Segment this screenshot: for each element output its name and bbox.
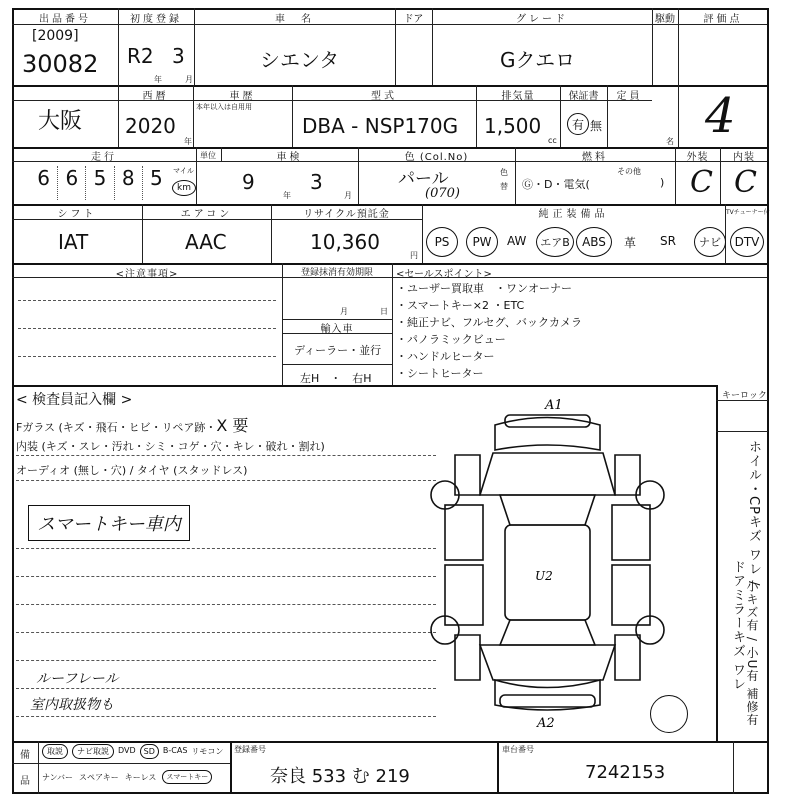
sales-point: ・スマートキー×2 ・ETC: [396, 299, 525, 312]
warranty-yes: 有: [567, 113, 589, 135]
recycle-fee: 10,360: [310, 230, 380, 254]
mileage-digit: 6: [30, 166, 58, 200]
recycle-label: リサイクル預託金: [303, 209, 390, 220]
item-sd: SD: [140, 744, 159, 759]
mileage-digit: 6: [58, 166, 86, 200]
year-label: 西暦: [142, 91, 169, 102]
equip-airbag: エアB: [536, 227, 574, 257]
equip-sr: SR: [660, 234, 676, 248]
item-navi-manual: ナビ取説: [72, 744, 114, 759]
sales-point: ・ユーザー買取車 ・ワンオーナー: [396, 282, 572, 295]
cc-unit: cc: [548, 136, 557, 145]
car-name: シエンタ: [260, 48, 340, 72]
item-bcas: B-CAS: [162, 746, 188, 755]
type-label: 型式: [371, 91, 397, 102]
color-name: パール: [398, 169, 449, 189]
reg-year-unit: 年: [154, 75, 162, 84]
displacement: 1,500: [484, 114, 542, 138]
sales-points-list: [396, 280, 582, 382]
reg-validity-label: 登録抹消有効期限: [300, 268, 373, 278]
inspector-line3: オーディオ (無し・穴) / タイヤ (スタッドレス): [16, 464, 248, 477]
side-note-2: ドアミラーキズ ワレ: [730, 560, 745, 692]
capacity-unit: 名: [666, 137, 674, 146]
item-smart-key: スマートキー: [162, 770, 212, 784]
diagram-front-mark: A1: [545, 398, 563, 413]
yen-unit: 円: [410, 251, 418, 260]
reg-label: 初度登録: [130, 14, 182, 25]
fuel-options: Ⓖ・D・電気(: [522, 178, 590, 191]
equip-navi: ナビ: [694, 227, 726, 257]
history-label: 車歴: [229, 91, 256, 102]
reg-validity-day: 日: [380, 307, 388, 316]
item-plate: ナンバー: [42, 773, 74, 782]
model-code: DBA - NSP170G: [302, 114, 459, 138]
import-dealer: ディーラー・並行: [294, 344, 382, 357]
reg-month-unit: 月: [185, 75, 193, 84]
items-row-1: [42, 744, 223, 759]
reg-era-year: R2: [127, 44, 154, 68]
sales-points-label: <セールスポイント>: [396, 269, 492, 280]
item-keyless: キーレス: [124, 773, 157, 782]
mile-unit: マイル: [173, 167, 194, 175]
keylock-label: キーロック: [722, 391, 767, 401]
interior-items-note: 室内取扱物も: [30, 697, 114, 713]
shift-label: シフト: [57, 209, 97, 220]
color-change: 色替: [500, 168, 508, 191]
sales-point: ・純正ナビ、フルセグ、バックカメラ: [396, 316, 583, 329]
item-manual: 取説: [42, 744, 68, 759]
mileage-digit: 8: [115, 166, 143, 200]
lot-year: [2009]: [32, 28, 79, 44]
inspection-year-unit: 年: [283, 191, 291, 200]
plate: 奈良 533 む 219: [270, 766, 410, 787]
import-steering: 左H ・ 右H: [300, 372, 372, 385]
overall-score: 4: [705, 88, 736, 144]
items-label-bottom: 品: [20, 776, 30, 787]
unit-label: 単位: [200, 151, 216, 160]
equip-abs: ABS: [576, 227, 612, 257]
color-code: (070): [425, 186, 460, 201]
interior-label: 内装: [733, 152, 755, 163]
sales-point: ・パノラミックビュー: [396, 333, 506, 346]
mileage-label: 走行: [91, 152, 117, 163]
equip-dtv: DTV: [730, 227, 764, 257]
tuner-label: TVチューナー付: [726, 209, 770, 216]
equip-pw: PW: [466, 227, 498, 257]
inspector-line2: 内装 (キズ・スレ・汚れ・シミ・コゲ・穴・キレ・破れ・割れ): [16, 440, 325, 453]
km-unit: km: [172, 180, 196, 196]
warranty-label: 保証書: [568, 91, 599, 102]
lot-number: 30082: [22, 50, 99, 78]
item-remote: リモコン: [191, 747, 224, 756]
item-dvd: DVD: [118, 746, 136, 755]
chassis-label: 車台番号: [502, 745, 534, 754]
sales-point: ・ハンドルヒーター: [396, 350, 495, 363]
diagram-center-mark: U2: [535, 569, 553, 583]
exterior-label: 外装: [686, 152, 709, 163]
mileage-digits: [30, 166, 170, 200]
equip-aw: AW: [507, 234, 527, 248]
items-label-top: 備: [20, 750, 30, 761]
shift: IAT: [58, 230, 89, 254]
reg-validity-month: 月: [340, 307, 348, 316]
inspection-year: 9: [242, 170, 255, 194]
plate-label: 登録番号: [234, 745, 266, 754]
location: 大阪: [38, 109, 83, 134]
fuel-close: ): [660, 176, 665, 189]
side-note-1: ホイル・CPキズ ワレ /: [746, 440, 761, 587]
ac-label: エアコン: [180, 209, 233, 220]
import-label: 輸入車: [320, 324, 354, 335]
diagram-rear-mark: A2: [537, 716, 555, 731]
equipment-label: 純正装備品: [538, 209, 609, 220]
fuel-other: その他: [617, 167, 641, 176]
mileage-digit: 5: [150, 166, 163, 190]
door-label: ドア: [403, 14, 424, 25]
model-label: 車 名: [275, 14, 314, 25]
history-note: 本年以入は自用用: [196, 103, 252, 111]
score-label: 評価点: [703, 14, 743, 25]
roof-rail-note: ルーフレール: [36, 671, 119, 687]
equip-ps: PS: [426, 227, 458, 257]
disp-label: 排気量: [501, 91, 535, 102]
side-note-3: 小キズ有 / 小U有 補修有: [745, 580, 759, 727]
year: 2020: [125, 114, 176, 138]
inspection-month: 3: [310, 170, 323, 194]
sales-point: ・シートヒーター: [396, 367, 484, 380]
drive-label: 駆動: [655, 14, 675, 25]
fuel-label: 燃料: [582, 152, 608, 163]
reg-month: 3: [172, 44, 185, 68]
grade: Gクエロ: [500, 48, 576, 72]
car-damage-diagram: [425, 395, 670, 735]
fglass-required: X 要: [216, 416, 249, 435]
interior-grade: C: [734, 165, 757, 200]
inspector-title: < 検査員記入欄 >: [16, 392, 133, 408]
smart-key-box: [28, 505, 190, 541]
chassis: 7242153: [585, 762, 666, 783]
item-spare-key: スペアキー: [79, 773, 119, 782]
grade-label: グレード: [516, 14, 568, 25]
color-label: 色 (Col.No): [404, 152, 469, 163]
spare-wheel-circle: [650, 695, 688, 733]
lot-label: 出品番号: [39, 14, 91, 25]
exterior-grade: C: [690, 165, 713, 200]
equip-leather: 革: [624, 236, 637, 250]
ac: AAC: [185, 230, 227, 254]
notes-label: <注意事項>: [115, 269, 179, 280]
year-unit: 年: [184, 137, 192, 146]
capacity-label: 定員: [616, 91, 643, 102]
inspection-label: 車検: [276, 152, 303, 163]
warranty-no: 無: [590, 119, 603, 133]
inspection-month-unit: 月: [344, 191, 352, 200]
mileage-digit: 5: [86, 166, 114, 200]
inspector-line1: Fガラス (キズ・飛石・ヒビ・リペア跡・X 要: [16, 416, 249, 435]
smart-key-note: スマートキー車内: [37, 514, 181, 535]
items-row-2: [42, 770, 212, 784]
